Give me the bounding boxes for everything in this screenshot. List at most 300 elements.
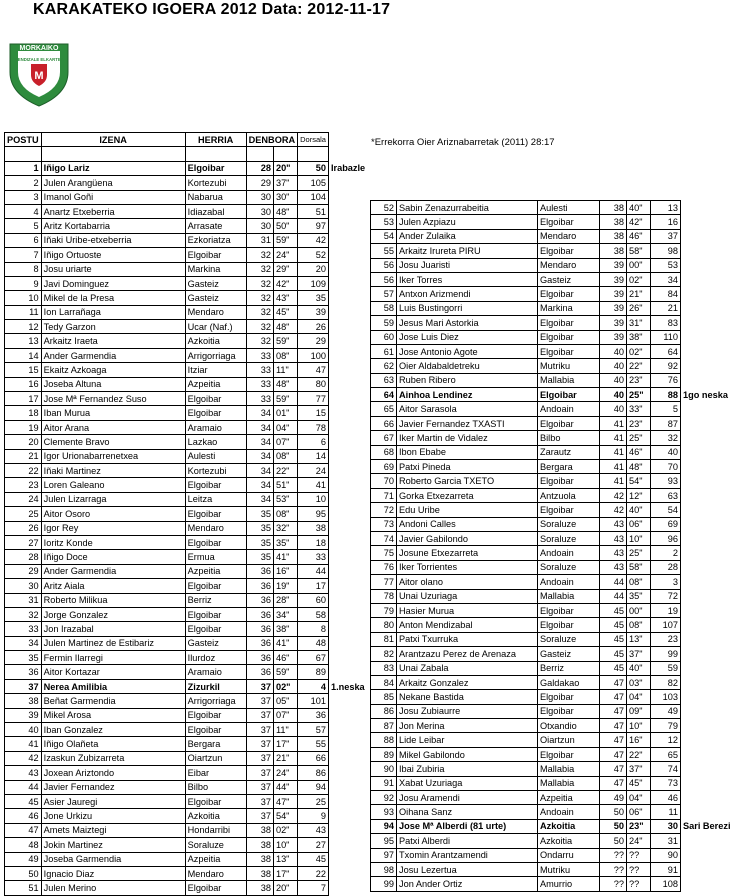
cell-minutes: 43: [600, 531, 627, 545]
cell-name: Lide Leibar: [397, 733, 538, 747]
cell-town: Mendaro: [185, 305, 246, 319]
cell-name: Unai Zabala: [397, 661, 538, 675]
cell-name: Josu Aramendi: [397, 791, 538, 805]
logo-letter: M: [34, 70, 44, 82]
cell-position: 29: [5, 564, 42, 578]
cell-bib: 20: [298, 262, 329, 276]
cell-town: Gasteiz: [185, 636, 246, 650]
cell-position: 62: [371, 359, 397, 373]
cell-position: 42: [5, 751, 42, 765]
cell-bib: 23: [651, 632, 681, 646]
table-row: [5, 492, 368, 506]
cell-seconds: 06": [627, 517, 651, 531]
cell-bib: 18: [298, 535, 329, 549]
cell-town: Mallabia: [538, 776, 600, 790]
cell-town: Soraluze: [538, 560, 600, 574]
cell-minutes: 38: [246, 866, 273, 880]
cell-seconds: 08": [627, 618, 651, 632]
cell-seconds: 20": [273, 161, 297, 175]
table-row: [5, 794, 368, 808]
cell-town: Amurrio: [538, 877, 600, 891]
cell-position: 33: [5, 622, 42, 636]
cell-minutes: 39: [600, 316, 627, 330]
cell-minutes: 33: [246, 363, 273, 377]
cell-position: 65: [371, 402, 397, 416]
cell-minutes: 44: [600, 575, 627, 589]
cell-town: Elgoibar: [185, 478, 246, 492]
cell-bib: 9: [298, 809, 329, 823]
cell-bib: 107: [651, 618, 681, 632]
table-row: [5, 248, 368, 262]
table-spacer-row: [5, 147, 368, 161]
cell-name: Javier Fernandez: [41, 780, 185, 794]
cell-minutes: ??: [600, 877, 627, 891]
cell-position: 47: [5, 823, 42, 837]
cell-seconds: 24": [273, 766, 297, 780]
table-row: [5, 406, 368, 420]
cell-position: 14: [5, 348, 42, 362]
cell-town: Elgoibar: [185, 723, 246, 737]
table-row: [371, 560, 734, 574]
cell-position: 97: [371, 848, 397, 862]
cell-seconds: 22": [273, 463, 297, 477]
table-row: [5, 881, 368, 895]
cell-seconds: 48": [273, 204, 297, 218]
cell-seconds: 59": [273, 665, 297, 679]
cell-minutes: 36: [246, 636, 273, 650]
cell-bib: 15: [298, 406, 329, 420]
cell-name: Ruben Ribero: [397, 373, 538, 387]
cell-bib: 108: [651, 877, 681, 891]
cell-name: Joseba Altuna: [41, 377, 185, 391]
cell-position: 31: [5, 593, 42, 607]
cell-seconds: 46": [627, 445, 651, 459]
cell-minutes: 37: [246, 780, 273, 794]
cell-seconds: 02": [273, 679, 297, 693]
header-izena: IZENA: [41, 133, 185, 147]
cell-bib: 89: [298, 665, 329, 679]
cell-position: 41: [5, 737, 42, 751]
cell-town: Elgoibar: [185, 708, 246, 722]
cell-bib: 4: [298, 679, 329, 693]
cell-seconds: 45": [627, 776, 651, 790]
table-row: [371, 632, 734, 646]
table-row: [5, 852, 368, 866]
cell-name: Txomin Arantzamendi: [397, 848, 538, 862]
cell-name: Patxi Pineda: [397, 460, 538, 474]
cell-minutes: 37: [246, 708, 273, 722]
cell-position: 60: [371, 330, 397, 344]
cell-seconds: 40": [627, 503, 651, 517]
cell-seconds: 40": [627, 661, 651, 675]
table-row: [371, 215, 734, 229]
table-row: [5, 607, 368, 621]
cell-name: Jose Mª Alberdi (81 urte): [397, 819, 538, 833]
cell-minutes: 38: [600, 244, 627, 258]
cell-name: Jorge Gonzalez: [41, 607, 185, 621]
table-row: [5, 679, 368, 693]
cell-minutes: 37: [246, 809, 273, 823]
cell-name: Ander Zulaika: [397, 229, 538, 243]
cell-town: Elgoibar: [185, 161, 246, 175]
cell-seconds: 08": [273, 507, 297, 521]
cell-position: 92: [371, 791, 397, 805]
cell-name: Iñigo Doce: [41, 550, 185, 564]
cell-position: 32: [5, 607, 42, 621]
cell-town: Otxandio: [538, 719, 600, 733]
cell-position: 45: [5, 794, 42, 808]
table-row: [371, 791, 734, 805]
cell-name: Asier Jauregi: [41, 794, 185, 808]
cell-position: 55: [371, 244, 397, 258]
cell-bib: 43: [298, 823, 329, 837]
table-row: [5, 291, 368, 305]
cell-name: Josu uriarte: [41, 262, 185, 276]
cell-name: Oihana Sanz: [397, 805, 538, 819]
cell-position: 84: [371, 675, 397, 689]
cell-position: 24: [5, 492, 42, 506]
cell-seconds: 38": [627, 330, 651, 344]
cell-seconds: 10": [627, 531, 651, 545]
cell-position: 21: [5, 449, 42, 463]
table-row: [5, 262, 368, 276]
cell-position: 16: [5, 377, 42, 391]
cell-minutes: 30: [246, 219, 273, 233]
cell-town: Markina: [538, 301, 600, 315]
cell-town: Mendaro: [185, 866, 246, 880]
cell-seconds: 23": [627, 819, 651, 833]
cell-seconds: 02": [273, 823, 297, 837]
cell-name: Mikel de la Presa: [41, 291, 185, 305]
cell-minutes: 31: [246, 233, 273, 247]
table-row: [371, 675, 734, 689]
cell-town: Azkoitia: [185, 809, 246, 823]
cell-position: 52: [371, 201, 397, 215]
cell-name: Anton Mendizabal: [397, 618, 538, 632]
table-row: [5, 161, 368, 175]
cell-name: Ibai Zubiria: [397, 762, 538, 776]
table-row: [371, 244, 734, 258]
cell-seconds: 25": [627, 388, 651, 402]
cell-bib: 99: [651, 647, 681, 661]
record-note: *Errekorra Oier Ariznabarretak (2011) 28:17: [371, 137, 555, 148]
cell-seconds: 42": [627, 215, 651, 229]
cell-position: 69: [371, 460, 397, 474]
cell-name: Arkaitz Irureta PIRU: [397, 244, 538, 258]
cell-town: Azpeitia: [185, 564, 246, 578]
cell-bib: 80: [298, 377, 329, 391]
cell-seconds: 00": [627, 603, 651, 617]
cell-bib: 51: [298, 204, 329, 218]
cell-name: Xabat Uzuriaga: [397, 776, 538, 790]
cell-seconds: 12": [627, 488, 651, 502]
cell-minutes: 45: [600, 618, 627, 632]
table-row: [371, 474, 734, 488]
cell-minutes: 36: [246, 564, 273, 578]
cell-town: Gasteiz: [538, 272, 600, 286]
cell-minutes: 38: [246, 881, 273, 895]
cell-bib: 3: [651, 575, 681, 589]
cell-town: Azpeitia: [185, 852, 246, 866]
cell-name: Javier Gabilondo: [397, 531, 538, 545]
cell-seconds: 24": [627, 834, 651, 848]
cell-position: 72: [371, 503, 397, 517]
cell-town: Elgoibar: [538, 503, 600, 517]
cell-name: Mikel Gabilondo: [397, 747, 538, 761]
cell-minutes: 47: [600, 747, 627, 761]
table-row: [371, 359, 734, 373]
cell-name: Aitor Arana: [41, 420, 185, 434]
cell-position: 13: [5, 334, 42, 348]
table-row: [5, 276, 368, 290]
table-row: [371, 201, 734, 215]
cell-minutes: 36: [246, 622, 273, 636]
cell-bib: 29: [298, 334, 329, 348]
table-row: [371, 733, 734, 747]
cell-position: 64: [371, 388, 397, 402]
cell-name: Aritz Kortabarria: [41, 219, 185, 233]
cell-bib: 82: [651, 675, 681, 689]
table-row: [371, 834, 734, 848]
cell-minutes: 47: [600, 719, 627, 733]
cell-town: Oiartzun: [185, 751, 246, 765]
cell-bib: 93: [651, 474, 681, 488]
cell-position: 93: [371, 805, 397, 819]
cell-town: Bilbo: [538, 431, 600, 445]
cell-bib: 84: [651, 287, 681, 301]
cell-position: 50: [5, 866, 42, 880]
cell-position: 59: [371, 316, 397, 330]
cell-minutes: 47: [600, 690, 627, 704]
cell-award: 1go neska: [683, 389, 728, 400]
cell-name: Jose Mª Fernandez Suso: [41, 392, 185, 406]
cell-name: Iñigo Lariz: [41, 161, 185, 175]
cell-position: 51: [5, 881, 42, 895]
cell-town: Andoain: [538, 805, 600, 819]
table-row: [371, 431, 734, 445]
page-title: KARAKATEKO IGOERA 2012 Data: 2012-11-17: [33, 1, 391, 18]
cell-name: Luis Bustingorri: [397, 301, 538, 315]
cell-town: Bergara: [538, 460, 600, 474]
cell-bib: 2: [651, 546, 681, 560]
cell-name: Gorka Etxezarreta: [397, 488, 538, 502]
cell-minutes: 30: [246, 204, 273, 218]
cell-minutes: 32: [246, 248, 273, 262]
cell-seconds: 46": [273, 651, 297, 665]
cell-seconds: 08": [627, 575, 651, 589]
cell-seconds: 33": [627, 402, 651, 416]
table-row: [5, 694, 368, 708]
cell-seconds: 28": [273, 593, 297, 607]
cell-seconds: 30": [273, 190, 297, 204]
cell-bib: 32: [651, 431, 681, 445]
table-row: [5, 478, 368, 492]
cell-bib: 101: [298, 694, 329, 708]
cell-position: 8: [5, 262, 42, 276]
cell-position: 74: [371, 531, 397, 545]
cell-position: 19: [5, 420, 42, 434]
cell-minutes: 35: [246, 521, 273, 535]
cell-name: Unai Uzuriaga: [397, 589, 538, 603]
cell-minutes: 41: [600, 460, 627, 474]
cell-town: Gasteiz: [185, 276, 246, 290]
table-row: [371, 618, 734, 632]
cell-minutes: 34: [246, 463, 273, 477]
cell-bib: 12: [651, 733, 681, 747]
cell-name: Javier Fernandez TXASTI: [397, 416, 538, 430]
cell-position: 80: [371, 618, 397, 632]
cell-seconds: 50": [273, 219, 297, 233]
cell-seconds: 48": [273, 320, 297, 334]
table-row: [371, 661, 734, 675]
cell-name: Josune Etxezarreta: [397, 546, 538, 560]
cell-seconds: 37": [273, 176, 297, 190]
cell-town: Markina: [185, 262, 246, 276]
cell-name: Josu Lezertua: [397, 862, 538, 876]
cell-bib: 13: [651, 201, 681, 215]
cell-name: Julen Lizarraga: [41, 492, 185, 506]
cell-seconds: 04": [627, 690, 651, 704]
cell-position: 88: [371, 733, 397, 747]
cell-position: 35: [5, 651, 42, 665]
cell-town: Elgoibar: [538, 330, 600, 344]
cell-position: 25: [5, 507, 42, 521]
table-row: [371, 416, 734, 430]
table-row: [5, 521, 368, 535]
cell-minutes: 36: [246, 651, 273, 665]
table-row: [5, 636, 368, 650]
cell-seconds: 41": [273, 636, 297, 650]
cell-town: Andoain: [538, 402, 600, 416]
cell-seconds: 00": [627, 258, 651, 272]
cell-town: Aramaio: [185, 665, 246, 679]
cell-town: Mendaro: [185, 521, 246, 535]
cell-position: 68: [371, 445, 397, 459]
table-row: [5, 838, 368, 852]
cell-name: Iban Murua: [41, 406, 185, 420]
cell-minutes: 32: [246, 276, 273, 290]
cell-seconds: 05": [273, 694, 297, 708]
cell-position: 26: [5, 521, 42, 535]
cell-seconds: 16": [273, 564, 297, 578]
cell-name: Javi Dominguez: [41, 276, 185, 290]
cell-seconds: 08": [273, 348, 297, 362]
cell-name: Imanol Goñi: [41, 190, 185, 204]
cell-bib: 48: [298, 636, 329, 650]
cell-bib: 38: [298, 521, 329, 535]
cell-seconds: 29": [273, 262, 297, 276]
cell-seconds: 06": [627, 805, 651, 819]
cell-name: Jokin Martinez: [41, 838, 185, 852]
table-row: [5, 507, 368, 521]
cell-town: Arrasate: [185, 219, 246, 233]
cell-bib: 30: [651, 819, 681, 833]
cell-bib: 7: [298, 881, 329, 895]
cell-bib: 37: [651, 229, 681, 243]
cell-minutes: 38: [246, 838, 273, 852]
cell-name: Izaskun Zubizarreta: [41, 751, 185, 765]
cell-name: Iñaki Martinez: [41, 463, 185, 477]
cell-minutes: 38: [600, 201, 627, 215]
cell-town: Elgoibar: [538, 416, 600, 430]
cell-position: 27: [5, 535, 42, 549]
cell-position: 34: [5, 636, 42, 650]
cell-minutes: 35: [246, 507, 273, 521]
cell-name: Joxean Ariztondo: [41, 766, 185, 780]
cell-name: Igor Urionabarrenetxea: [41, 449, 185, 463]
cell-name: Oier Aldabaldetreku: [397, 359, 538, 373]
cell-seconds: 48": [627, 460, 651, 474]
cell-seconds: 02": [627, 344, 651, 358]
table-row: [371, 575, 734, 589]
cell-name: Aitor Kortazar: [41, 665, 185, 679]
cell-name: Jon Irazabal: [41, 622, 185, 636]
cell-town: Gasteiz: [538, 647, 600, 661]
cell-seconds: 20": [273, 881, 297, 895]
table-row: [371, 488, 734, 502]
table-row: [371, 819, 734, 833]
cell-bib: 110: [651, 330, 681, 344]
cell-bib: 25: [298, 794, 329, 808]
cell-name: Patxi Alberdi: [397, 834, 538, 848]
table-row: [5, 204, 368, 218]
header-postua: POSTU: [5, 133, 42, 147]
cell-name: Iñaki Uribe-etxeberria: [41, 233, 185, 247]
cell-position: 58: [371, 301, 397, 315]
cell-town: Elgoibar: [185, 406, 246, 420]
table-row: [371, 589, 734, 603]
cell-bib: 105: [298, 176, 329, 190]
cell-town: Arrigorriaga: [185, 694, 246, 708]
cell-position: 78: [371, 589, 397, 603]
table-row: [5, 651, 368, 665]
cell-bib: 16: [651, 215, 681, 229]
cell-position: 48: [5, 838, 42, 852]
cell-position: 94: [371, 819, 397, 833]
cell-town: Elgoibar: [185, 607, 246, 621]
cell-town: Azkoitia: [538, 834, 600, 848]
cell-town: Elgoibar: [538, 316, 600, 330]
cell-name: Ekaitz Azkoaga: [41, 363, 185, 377]
cell-town: Elgoibar: [538, 388, 600, 402]
cell-town: Kortezubi: [185, 176, 246, 190]
cell-name: Ion Larrañaga: [41, 305, 185, 319]
cell-minutes: 34: [246, 406, 273, 420]
cell-town: Mallabia: [538, 762, 600, 776]
cell-minutes: 37: [246, 794, 273, 808]
cell-town: Mutriku: [538, 359, 600, 373]
cell-minutes: 38: [246, 823, 273, 837]
cell-town: Elgoibar: [538, 344, 600, 358]
cell-position: 2: [5, 176, 42, 190]
cell-position: 56: [371, 258, 397, 272]
cell-town: Azpeitia: [185, 377, 246, 391]
cell-name: Ioritz Konde: [41, 535, 185, 549]
cell-name: Arantzazu Perez de Arenaza: [397, 647, 538, 661]
cell-position: 6: [5, 233, 42, 247]
table-row: [5, 392, 368, 406]
cell-minutes: 32: [246, 305, 273, 319]
cell-minutes: 34: [246, 449, 273, 463]
cell-name: Ander Garmendia: [41, 564, 185, 578]
cell-minutes: 45: [600, 647, 627, 661]
cell-town: Elgoibar: [538, 704, 600, 718]
table-row: [5, 435, 368, 449]
cell-name: Iker Torrientes: [397, 560, 538, 574]
cell-name: Roberto Garcia TXETO: [397, 474, 538, 488]
cell-name: Aitor Sarasola: [397, 402, 538, 416]
cell-position: 86: [371, 704, 397, 718]
